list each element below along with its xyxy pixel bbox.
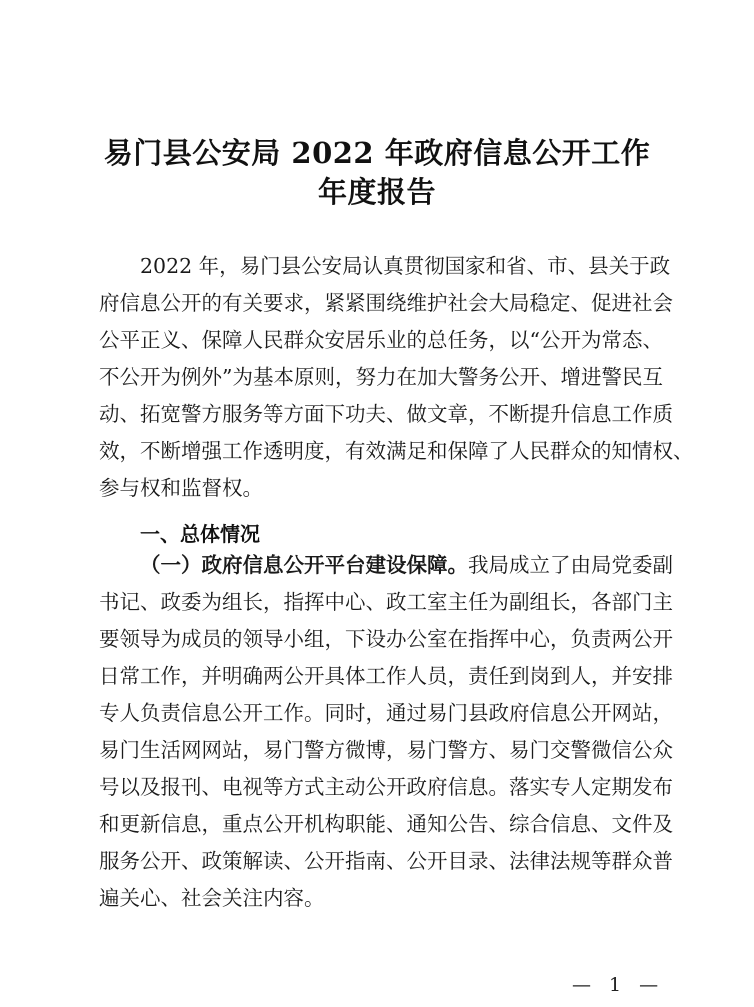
document-title-line-1: 易门县公安局 2022 年政府信息公开工作 — [103, 136, 651, 170]
paragraph-line: 要领导为成员的领导小组，下设办公室在指挥中心，负责两公开 — [99, 627, 673, 651]
paragraph-text: 我局成立了由局党委副 — [468, 553, 673, 577]
paragraph-line — [140, 553, 673, 577]
paragraph-line: 和更新信息，重点公开机构职能、通知公告、综合信息、文件及 — [99, 812, 673, 836]
paragraph-line: 书记、政委为组长，指挥中心、政工室主任为副组长，各部门主 — [99, 590, 673, 614]
page-number: — 1 — — [572, 974, 665, 996]
paragraph-line: 效，不断增强工作透明度，有效满足和保障了人民群众的知情权、 — [99, 439, 694, 463]
section-heading: 一、总体情况 — [140, 522, 260, 546]
document-title-line-2: 年度报告 — [317, 175, 436, 209]
paragraph-line: 号以及报刊、电视等方式主动公开政府信息。落实专人定期发布 — [99, 775, 673, 799]
paragraph-line: 遍关心、社会关注内容。 — [99, 886, 325, 910]
paragraph-line: 易门生活网网站，易门警方微博，易门警方、易门交警微信公众 — [99, 738, 673, 762]
paragraph-line: 动、拓宽警方服务等方面下功夫、做文章，不断提升信息工作质 — [99, 402, 673, 426]
paragraph-line: 日常工作，并明确两公开具体工作人员，责任到岗到人，并安排 — [99, 664, 673, 688]
paragraph-line: 2022 年，易门县公安局认真贯彻国家和省、市、县关于政 — [140, 254, 671, 278]
subsection-lead: （一）政府信息公开平台建设保障。 — [140, 553, 468, 577]
paragraph-line: 府信息公开的有关要求，紧紧围绕维护社会大局稳定、促进社会 — [99, 291, 673, 315]
paragraph-line: 服务公开、政策解读、公开指南、公开目录、法律法规等群众普 — [99, 849, 673, 873]
paragraph-line: 公平正义、保障人民群众安居乐业的总任务，以“公开为常态、 — [99, 328, 663, 352]
paragraph-line: 不公开为例外”为基本原则，努力在加大警务公开、增进警民互 — [99, 365, 663, 389]
paragraph-line: 专人负责信息公开工作。同时，通过易门县政府信息公开网站， — [99, 701, 673, 725]
paragraph-line: 参与权和监督权。 — [99, 476, 263, 500]
